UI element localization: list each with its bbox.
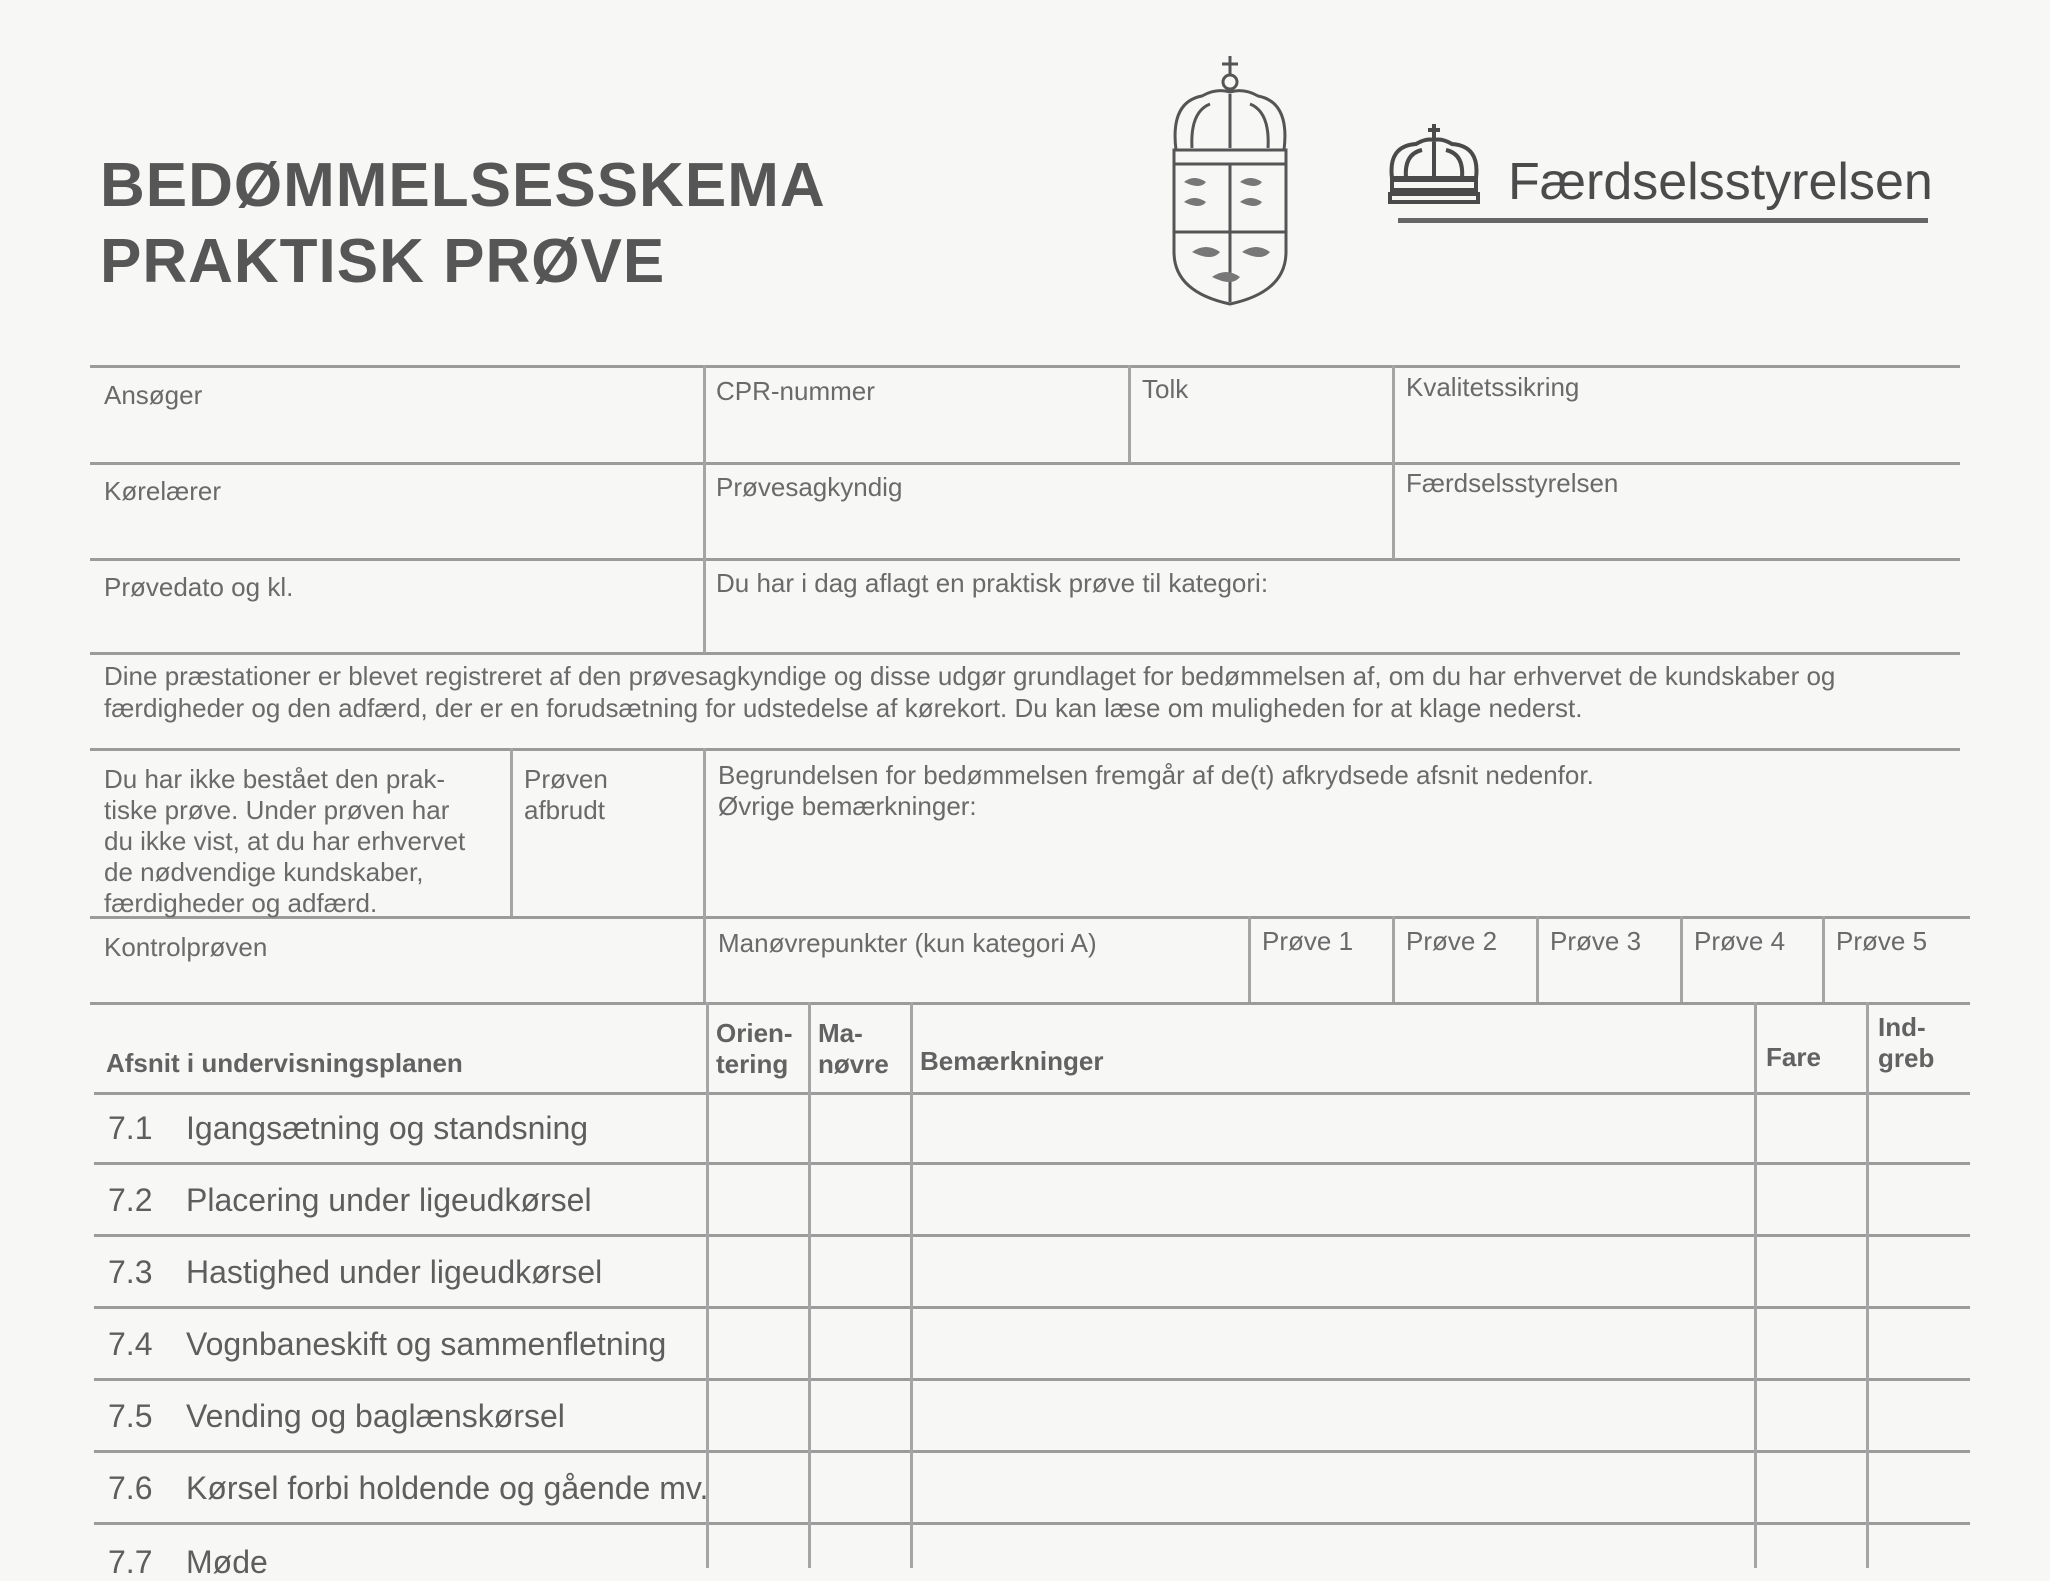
field-test-5[interactable]: Prøve 5 [1836, 926, 1928, 956]
row-number: 7.2 [108, 1182, 153, 1218]
divider [910, 1002, 913, 1568]
field-category[interactable]: Du har i dag aflagt en praktisk prøve til kategori: [716, 568, 1269, 598]
field-control-test[interactable]: Kontrolprøven [104, 932, 268, 962]
failed-line-2: tiske prøve. Under prøven har [104, 795, 450, 825]
orientation-line-2: tering [716, 1049, 789, 1079]
field-test-date[interactable]: Prøvedato og kl. [104, 572, 294, 602]
field-instructor[interactable]: Kørelærer [104, 476, 222, 506]
row-label: Placering under ligeudkørsel [186, 1182, 592, 1218]
failed-line-3: du ikke vist, at du har erhvervet [104, 826, 466, 856]
divider [94, 1162, 1970, 1165]
row-label: Igangsætning og standsning [186, 1110, 589, 1146]
row-number: 7.1 [108, 1110, 153, 1146]
col-remarks-header: Bemærkninger [920, 1046, 1104, 1076]
field-interpreter[interactable]: Tolk [1142, 374, 1189, 404]
field-test-3[interactable]: Prøve 3 [1550, 926, 1642, 956]
divider [94, 1450, 1970, 1453]
failed-line-5: færdigheder og adfærd. [104, 888, 378, 918]
maneuver-line-1: Ma- [818, 1018, 863, 1048]
agency-logo-text: Færdselsstyrelsen [1508, 153, 1933, 211]
divider [1392, 916, 1395, 1002]
crown-icon [1386, 122, 1482, 206]
row-number: 7.6 [108, 1470, 153, 1506]
divider [94, 1522, 1970, 1525]
col-intervention-header [1878, 1012, 1934, 1074]
divider [703, 365, 706, 653]
divider [1128, 365, 1131, 463]
divider [90, 652, 1960, 655]
col-orientation-header [716, 1018, 793, 1080]
field-cpr-number[interactable]: CPR-nummer [716, 376, 875, 406]
col-section-header: Afsnit i undervisningsplanen [106, 1048, 463, 1078]
failed-line-4: de nødvendige kundskaber, [104, 857, 424, 887]
divider [510, 748, 513, 916]
field-agency[interactable]: Færdselsstyrelsen [1406, 468, 1619, 498]
title-line-2: PRAKTISK PRØVE [100, 227, 666, 296]
page-title [100, 148, 826, 300]
row-label: Møde [186, 1544, 268, 1580]
intervention-line-1: Ind- [1878, 1012, 1926, 1042]
row-label: Kørsel forbi holdende og gående mv. [186, 1470, 709, 1506]
row-label: Hastighed under ligeudkørsel [186, 1254, 603, 1290]
divider [90, 748, 1960, 751]
field-test-4[interactable]: Prøve 4 [1694, 926, 1786, 956]
divider [90, 558, 1960, 561]
intervention-line-2: greb [1878, 1043, 1935, 1073]
failed-statement[interactable] [104, 764, 504, 919]
divider [94, 1378, 1970, 1381]
test-aborted-field[interactable] [524, 764, 694, 826]
field-test-1[interactable]: Prøve 1 [1262, 926, 1354, 956]
row-number: 7.4 [108, 1326, 153, 1362]
divider [90, 365, 1960, 368]
divider [1536, 916, 1539, 1002]
field-examiner[interactable]: Prøvesagkyndig [716, 472, 903, 502]
divider [1680, 916, 1683, 1002]
divider [703, 748, 706, 1002]
field-applicant[interactable]: Ansøger [104, 380, 203, 410]
divider [94, 1306, 1970, 1309]
failed-line-1: Du har ikke bestået den prak- [104, 764, 446, 794]
field-quality-assurance[interactable]: Kvalitetssikring [1406, 372, 1580, 402]
title-line-1: BEDØMMELSESSKEMA [100, 151, 826, 220]
row-number: 7.3 [108, 1254, 153, 1290]
col-danger-header: Fare [1766, 1042, 1821, 1072]
divider [94, 1092, 1970, 1095]
divider [808, 1002, 811, 1568]
agency-underline [1398, 218, 1928, 223]
info-paragraph: Dine præstationer er blevet registreret af den prøvesagkyndige og disse udgør grundlaget for bedømmelsen af, om du har erhvervet de kundskaber og færdigheder og den adfærd, der er en forudsætning for udstedelse af kørekort. Du kan læse om muligheden for at klage nederst. [104, 661, 1836, 723]
field-maneuver-points[interactable]: Manøvrepunkter (kun kategori A) [718, 928, 1097, 958]
reasoning-line-1: Begrundelsen for bedømmelsen fremgår af de(t) afkrydsede afsnit nedenfor. [718, 760, 1594, 790]
row-label: Vending og baglænskørsel [186, 1398, 565, 1434]
reasoning-line-2: Øvrige bemærkninger: [718, 791, 977, 821]
aborted-line-2: afbrudt [524, 795, 605, 825]
coat-of-arms-icon [1162, 52, 1298, 308]
divider [1392, 365, 1395, 559]
reasoning-field[interactable] [718, 760, 1948, 910]
divider [90, 1002, 1970, 1005]
field-test-2[interactable]: Prøve 2 [1406, 926, 1498, 956]
divider [1248, 916, 1251, 1002]
divider [94, 1234, 1970, 1237]
divider [90, 462, 1960, 465]
divider [1866, 1002, 1869, 1568]
divider [1754, 1002, 1757, 1568]
orientation-line-1: Orien- [716, 1018, 793, 1048]
row-number: 7.5 [108, 1398, 153, 1434]
aborted-line-1: Prøven [524, 764, 608, 794]
row-number: 7.7 [108, 1544, 153, 1580]
col-maneuver-header [818, 1018, 889, 1080]
row-label: Vognbaneskift og sammenfletning [186, 1326, 667, 1362]
maneuver-line-2: nøvre [818, 1049, 889, 1079]
